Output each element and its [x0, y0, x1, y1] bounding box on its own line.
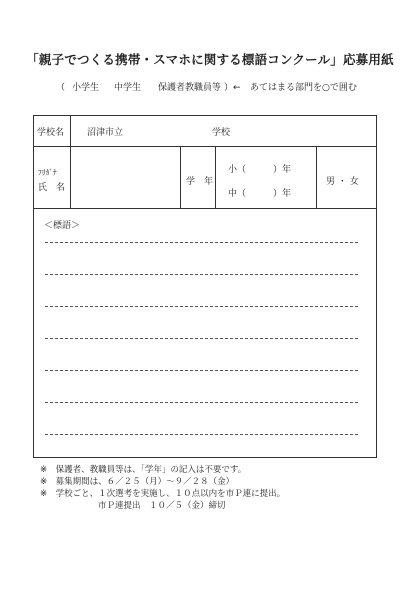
school-name-label: 学校名 — [37, 128, 65, 138]
category-instruction: あてはまる部門を○で囲む — [250, 83, 357, 93]
table-row-divider-1 — [33, 146, 377, 147]
page-title: 「親子でつくる携帯・スマホに関する標語コンクール」応募用紙 — [26, 52, 394, 67]
category-elementary: 小学生 — [72, 83, 100, 93]
gender-column-divider — [316, 146, 317, 209]
table-right-border — [376, 115, 377, 458]
name-label: 氏 名 — [38, 183, 66, 193]
school-name-field[interactable] — [120, 121, 208, 138]
gender-choice[interactable]: 男 ・ 女 — [326, 177, 359, 187]
elementary-grade-field[interactable]: 小（ ）年 — [228, 165, 292, 175]
slogan-line — [45, 338, 358, 339]
table-left-border — [33, 115, 34, 458]
grade-column-divider-left — [180, 146, 181, 209]
grade-column-divider-right — [215, 146, 216, 209]
school-suffix-text: 学校 — [212, 128, 231, 138]
note-guardian-grade: ※ 保護者、教職員等は、「学年」の記入は不要です。 — [40, 465, 247, 475]
slogan-line — [45, 370, 358, 371]
slogan-line — [45, 402, 358, 403]
note-selection: ※ 学校ごと、１次選考を実施し、１０点以内を市Ｐ連に提出。 — [40, 489, 286, 499]
note-period: ※ 募集期間は、６／２５（月）～９／２８（金） — [40, 477, 235, 487]
category-open-paren: （ — [56, 83, 66, 93]
table-bottom-border — [33, 457, 377, 458]
table-row-divider-2 — [33, 208, 377, 209]
label-column-divider — [70, 115, 71, 209]
grade-label: 学 年 — [186, 177, 214, 187]
name-field[interactable] — [72, 148, 179, 207]
school-city-text: 沼津市立 — [87, 128, 124, 138]
category-guardian-staff: 保護者教職員等 — [158, 83, 222, 93]
slogan-line — [45, 434, 358, 435]
junior-grade-field[interactable]: 中（ ）年 — [228, 189, 292, 199]
category-close-arrow: ）← — [224, 83, 241, 93]
slogan-line — [45, 306, 358, 307]
furigana-label: ﾌﾘｶﾞﾅ — [38, 168, 57, 177]
note-deadline: 市Ｐ連提出 １０／５（金）締切 — [98, 501, 226, 511]
slogan-line — [45, 274, 358, 275]
slogan-line — [45, 242, 358, 243]
table-top-border — [33, 115, 377, 116]
category-junior: 中学生 — [114, 83, 142, 93]
slogan-label: ＜標語＞ — [44, 221, 81, 231]
